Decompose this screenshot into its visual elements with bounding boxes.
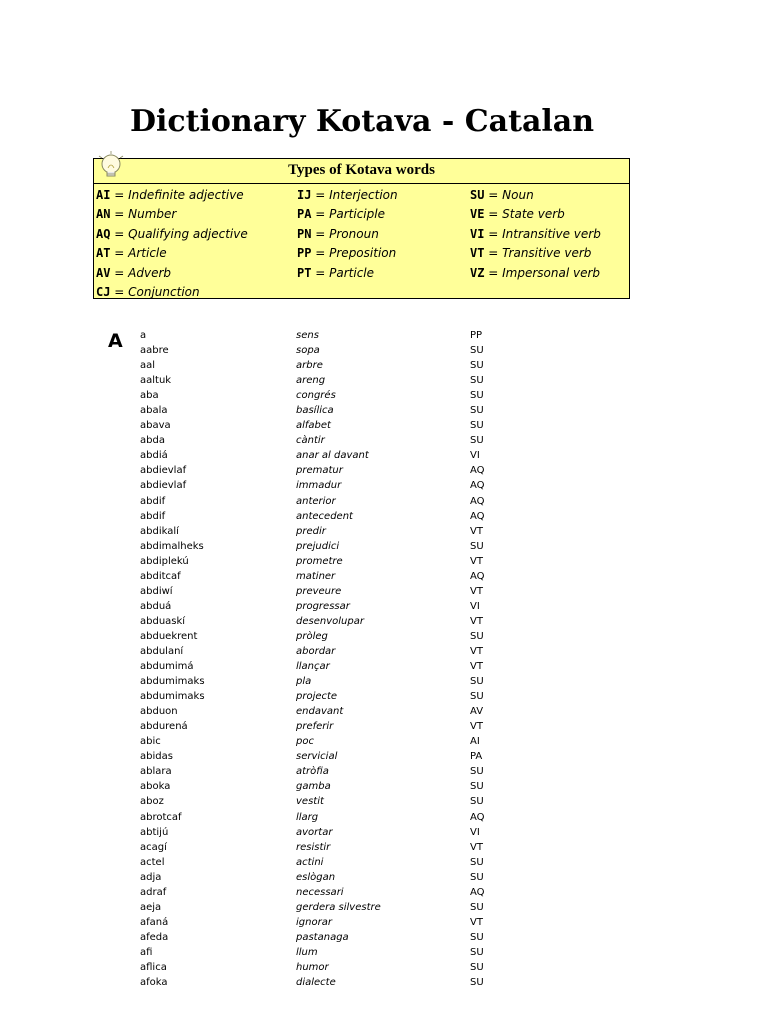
entry-part-of-speech: VT [470, 585, 483, 597]
dictionary-entry [140, 478, 560, 493]
dictionary-entry [140, 644, 560, 659]
entry-translation: gamba [296, 781, 331, 793]
entry-translation: atròfia [296, 766, 329, 778]
entry-part-of-speech: VT [470, 721, 483, 733]
legend-item: IJ = Interjection [297, 188, 398, 202]
dictionary-entry [140, 448, 560, 463]
dictionary-entry [140, 960, 560, 975]
entry-part-of-speech: SU [470, 435, 484, 447]
dictionary-entry [140, 629, 560, 644]
legend-code: AI [96, 188, 111, 202]
dictionary-entry [140, 343, 560, 358]
entry-word: abdikalí [140, 525, 179, 537]
entry-part-of-speech: VT [470, 841, 483, 853]
entry-part-of-speech: SU [470, 901, 484, 913]
entry-word: aboz [140, 796, 164, 808]
entry-part-of-speech: VT [470, 916, 483, 928]
entry-translation: basílica [296, 405, 334, 417]
dictionary-entry [140, 388, 560, 403]
entry-translation: areng [296, 375, 326, 387]
legend-code: PT [297, 265, 312, 280]
entry-word: aflica [140, 961, 167, 973]
legend-meaning: Impersonal verb [502, 265, 601, 280]
legend-meaning: Noun [502, 188, 534, 202]
entry-translation: matiner [296, 570, 336, 582]
legend-code: AQ [96, 226, 111, 241]
entry-translation: preveure [296, 585, 342, 597]
entry-part-of-speech: SU [470, 781, 484, 793]
entry-translation: avortar [296, 826, 333, 838]
legend-code: PP [297, 246, 312, 261]
entry-part-of-speech: SU [470, 961, 484, 973]
entry-part-of-speech: AQ [470, 495, 485, 507]
entry-translation: pastanaga [296, 931, 349, 943]
dictionary-entry [140, 749, 560, 764]
entry-word: acagí [140, 841, 167, 853]
dictionary-entry [140, 840, 560, 855]
entry-part-of-speech: SU [470, 766, 484, 778]
entry-translation: llarg [296, 811, 319, 823]
entry-translation: gerdera silvestre [296, 901, 381, 913]
entry-part-of-speech: SU [470, 977, 484, 989]
legend-header [94, 159, 629, 184]
dictionary-entry [140, 930, 560, 945]
dictionary-entry [140, 734, 560, 749]
legend-code: AT [96, 246, 111, 261]
entry-part-of-speech: PP [470, 330, 483, 341]
entry-word: abic [140, 736, 161, 748]
entry-translation: poc [296, 736, 314, 748]
entry-word: afi [140, 946, 153, 958]
page-title: Dictionary Kotava - Catalan [129, 104, 595, 139]
entry-word: abdiplekú [140, 555, 189, 567]
entry-word: a [140, 330, 147, 341]
entry-part-of-speech: VT [470, 525, 483, 537]
entry-list [140, 328, 560, 990]
entry-word: abduaskí [140, 615, 186, 627]
entry-word: abdif [140, 510, 166, 522]
dictionary-entry [140, 328, 560, 343]
entry-part-of-speech: VT [470, 555, 483, 567]
legend-code: VI [470, 226, 485, 241]
entry-translation: antecedent [296, 510, 353, 522]
dictionary-entry [140, 418, 560, 433]
entry-word: actel [140, 856, 165, 868]
entry-translation: arbre [296, 360, 323, 372]
legend-item: AV = Adverb [96, 265, 172, 280]
legend-column-3 [470, 186, 601, 283]
dictionary-entry [140, 599, 560, 614]
legend-meaning: Intransitive verb [502, 226, 601, 241]
entry-word: abala [140, 405, 168, 417]
dictionary-entry [140, 674, 560, 689]
dictionary-entry [140, 509, 560, 524]
entry-translation: prejudici [296, 540, 340, 552]
entry-part-of-speech: AQ [470, 811, 485, 823]
legend-code: IJ [297, 188, 312, 202]
legend-code: VE [470, 207, 485, 222]
entry-part-of-speech: SU [470, 405, 484, 417]
entry-word: abduá [140, 600, 172, 612]
entry-part-of-speech: SU [470, 871, 484, 883]
entry-translation: abordar [296, 645, 336, 657]
legend-item: PA = Participle [297, 207, 385, 222]
legend-meaning: Pronoun [329, 226, 379, 241]
legend-meaning: Preposition [329, 246, 397, 261]
entry-translation: progressar [296, 600, 350, 612]
entry-translation: resistir [296, 841, 331, 853]
entry-word: abditcaf [140, 570, 181, 582]
entry-part-of-speech: SU [470, 676, 484, 688]
legend-item: VZ = Impersonal verb [470, 265, 601, 280]
word-types-legend [93, 158, 630, 299]
dictionary-entry [140, 704, 560, 719]
entry-part-of-speech: AQ [470, 480, 485, 492]
legend-code: VZ [470, 265, 485, 280]
entry-part-of-speech: SU [470, 345, 484, 357]
entry-translation: prematur [296, 465, 343, 477]
dictionary-entry [140, 539, 560, 554]
legend-code: SU [470, 188, 485, 202]
entry-part-of-speech: SU [470, 540, 484, 552]
entry-word: abdumimá [140, 661, 194, 673]
entry-word: abdulaní [140, 645, 184, 657]
dictionary-entry [140, 659, 560, 674]
dictionary-entry [140, 614, 560, 629]
entry-word: abava [140, 420, 171, 432]
entry-word: afeda [140, 931, 169, 943]
legend-code: VT [470, 246, 485, 261]
entry-part-of-speech: SU [470, 946, 484, 958]
entry-part-of-speech: SU [470, 931, 484, 943]
entry-part-of-speech: AQ [470, 510, 485, 522]
entry-translation: immadur [296, 480, 342, 492]
entry-part-of-speech: SU [470, 796, 484, 808]
entry-part-of-speech: VI [470, 600, 480, 612]
legend-item: AN = Number [96, 207, 177, 222]
legend-meaning: Number [128, 207, 177, 222]
legend-meaning: Interjection [329, 188, 398, 202]
legend-meaning: State verb [502, 207, 565, 222]
legend-meaning: Particle [329, 265, 375, 280]
entry-word: abda [140, 435, 165, 447]
entry-word: aal [140, 360, 156, 372]
entry-word: abtijú [140, 826, 169, 838]
legend-code: PN [297, 226, 312, 241]
entry-part-of-speech: SU [470, 420, 484, 432]
dictionary-entry [140, 870, 560, 885]
entry-part-of-speech: PA [470, 751, 483, 763]
legend-item: CJ = Conjunction [96, 284, 200, 299]
entry-part-of-speech: SU [470, 375, 484, 387]
entry-part-of-speech: SU [470, 856, 484, 868]
entry-part-of-speech: VT [470, 661, 483, 673]
dictionary-entry [140, 358, 560, 373]
dictionary-entry [140, 885, 560, 900]
dictionary-entry [140, 689, 560, 704]
entry-part-of-speech: VI [470, 826, 480, 838]
legend-meaning: Adverb [128, 265, 172, 280]
dictionary-entry [140, 403, 560, 418]
dictionary-entry [140, 810, 560, 825]
entry-translation: congrés [296, 390, 336, 402]
dictionary-entry [140, 764, 560, 779]
entry-word: abdimalheks [140, 540, 204, 552]
entry-part-of-speech: SU [470, 390, 484, 402]
legend-item: PT = Particle [297, 265, 375, 280]
entry-translation: alfabet [296, 420, 331, 432]
legend-code: PA [297, 207, 312, 222]
dictionary-entry [140, 463, 560, 478]
entry-word: aabre [140, 345, 169, 357]
legend-item: AT = Article [96, 246, 167, 261]
dictionary-entry [140, 825, 560, 840]
legend-column-1 [96, 186, 248, 302]
dictionary-entry [140, 584, 560, 599]
entry-translation: anterior [296, 495, 336, 507]
dictionary-entry [140, 433, 560, 448]
entry-part-of-speech: VT [470, 615, 483, 627]
legend-meaning: Conjunction [128, 284, 200, 299]
entry-translation: prometre [296, 555, 343, 567]
entry-translation: servicial [296, 751, 338, 763]
dictionary-entry [140, 779, 560, 794]
dictionary-entry [140, 975, 560, 990]
entry-translation: eslògan [296, 871, 336, 883]
entry-part-of-speech: AI [470, 736, 480, 748]
legend-meaning: Article [128, 246, 167, 261]
dictionary-entry [140, 855, 560, 870]
dictionary-entry [140, 900, 560, 915]
dictionary-entry [140, 945, 560, 960]
entry-translation: anar al davant [296, 450, 369, 462]
entry-translation: sopa [296, 345, 320, 357]
dictionary-entry [140, 524, 560, 539]
entry-part-of-speech: AQ [470, 465, 485, 477]
entry-word: abdievlaf [140, 480, 187, 492]
entry-translation: llançar [296, 661, 330, 673]
entry-word: ablara [140, 766, 172, 778]
entry-word: abdiá [140, 450, 168, 462]
entry-part-of-speech: VT [470, 645, 483, 657]
dictionary-entry [140, 915, 560, 930]
entry-word: abdurená [140, 721, 188, 733]
entry-part-of-speech: AQ [470, 886, 485, 898]
legend-meaning: Participle [329, 207, 385, 222]
dictionary-entry [140, 569, 560, 584]
entry-translation: projecte [296, 691, 338, 703]
dictionary-entry [140, 494, 560, 509]
dictionary-entry [140, 554, 560, 569]
entry-part-of-speech: AV [470, 706, 484, 718]
legend-code: CJ [96, 284, 111, 299]
entry-word: abdievlaf [140, 465, 187, 477]
entry-part-of-speech: VI [470, 450, 480, 462]
entry-translation: llum [296, 946, 318, 958]
entry-translation: preferir [296, 721, 334, 733]
entry-word: aboka [140, 781, 171, 793]
legend-meaning: Indefinite adjective [128, 188, 244, 202]
entry-word: abrotcaf [140, 811, 182, 823]
entry-translation: pla [296, 676, 312, 688]
entry-word: adja [140, 871, 162, 883]
entry-word: aeja [140, 901, 162, 913]
entry-word: abidas [140, 751, 173, 763]
entry-word: abduon [140, 706, 178, 718]
entry-translation: sens [296, 330, 319, 341]
entry-translation: vestit [296, 796, 324, 808]
entry-translation: dialecte [296, 977, 336, 989]
legend-title: Types of Kotava words [288, 162, 435, 178]
entry-translation: endavant [296, 706, 344, 718]
dictionary-entry [140, 719, 560, 734]
entry-translation: ignorar [296, 916, 332, 928]
entry-part-of-speech: AQ [470, 570, 485, 582]
section-letter: A [108, 330, 123, 352]
entry-word: afaná [140, 916, 169, 928]
legend-meaning: Qualifying adjective [128, 226, 248, 241]
legend-meaning: Transitive verb [502, 246, 592, 261]
legend-code: AN [96, 207, 111, 222]
dictionary-entry [140, 373, 560, 388]
legend-item: VT = Transitive verb [470, 246, 592, 261]
entry-translation: pròleg [296, 630, 328, 642]
entry-word: adraf [140, 886, 167, 898]
legend-item: AQ = Qualifying adjective [96, 226, 248, 241]
entry-word: abdumimaks [140, 691, 205, 703]
legend-item: VE = State verb [470, 207, 565, 222]
entry-part-of-speech: SU [470, 360, 484, 372]
entry-part-of-speech: SU [470, 630, 484, 642]
legend-code: AV [96, 265, 111, 280]
legend-column-2 [297, 186, 398, 283]
entry-translation: humor [296, 961, 329, 973]
dictionary-entry [140, 794, 560, 809]
entry-translation: predir [296, 525, 326, 537]
entry-word: abdumimaks [140, 676, 205, 688]
entry-translation: necessari [296, 886, 344, 898]
entry-word: abdiwí [140, 585, 173, 597]
legend-item: SU = Noun [470, 188, 534, 202]
legend-item: VI = Intransitive verb [470, 226, 601, 241]
legend-item: PN = Pronoun [297, 226, 379, 241]
legend-item: AI = Indefinite adjective [96, 188, 244, 202]
entry-word: afoka [140, 977, 168, 989]
entry-translation: càntir [296, 435, 325, 447]
entry-word: aba [140, 390, 159, 402]
entry-part-of-speech: SU [470, 691, 484, 703]
legend-item: PP = Preposition [297, 246, 397, 261]
entry-word: aaltuk [140, 375, 172, 387]
entry-word: abdif [140, 495, 166, 507]
entry-word: abduekrent [140, 630, 198, 642]
entry-translation: actini [296, 856, 324, 868]
entry-translation: desenvolupar [296, 615, 364, 627]
